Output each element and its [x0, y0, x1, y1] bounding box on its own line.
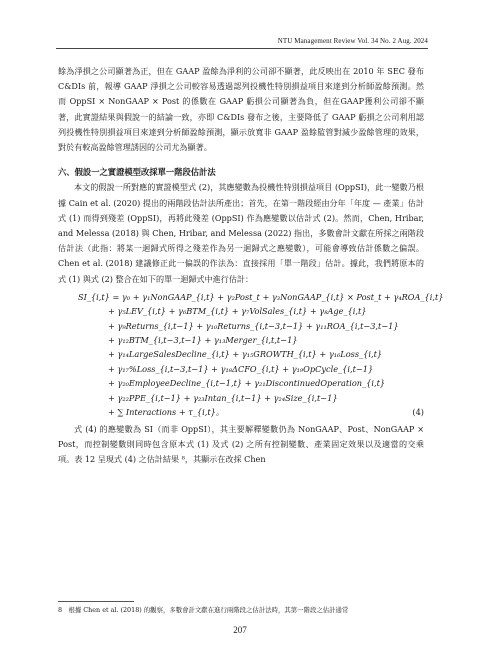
footnote-rule	[58, 601, 134, 602]
equation-line: + γ₅LEV_{i,t} + γ₆BTM_{i,t} + γ₇VolSales_{i,t} + γ₈Age_{i,t}	[108, 306, 367, 317]
section-heading: 六、假設一之實證模型改採單一階段估計法	[58, 167, 216, 178]
running-header: NTU Management Review Vol. 34 No. 2 Aug. 2024	[277, 37, 428, 45]
equation-4	[58, 290, 444, 420]
equation-line: + γ₉Returns_{i,t−1} + γ₁₀Returns_{i,t−3,t−1} + γ₁₁ROA_{i,t−3,t−1}	[108, 320, 399, 331]
equation-line: + γ₁₂BTM_{i,t−3,t−1} + γ₁₃Merger_{i,t,t−1}	[108, 335, 298, 346]
equation-number: (4)	[412, 407, 424, 418]
footnote: 8 根據 Chen et al. (2018) 的觀察，多數會計文獻在進行兩階段之估計法時，其第一階段之估計通常	[58, 606, 349, 614]
equation-line: + γ₁₄LargeSalesDecline_{i,t} + γ₁₅GROWTH_{i,t} + γ₁₆Loss_{i,t}	[108, 349, 383, 360]
paragraph-3: 式 (4) 的應變數為 SI（而非 OppSI），其主要解釋變數仍為 NonGAAP、Post、NonGAAP × Post，而控制變數則同時包含原本式 (1) 及式 (2) 之所有控制變數、產業固定效果以及適當的交乘項。表 12 呈現式 (4) 之估計結果 ⁸，其顯示在改採 Chen	[58, 423, 424, 464]
page-number: 207	[233, 625, 247, 635]
equation-line: + γ₁₇%Loss_{i,t−3,t−1} + γ₁₈ΔCFO_{i,t} + γ₁₉OpCycle_{i,t−1}	[108, 363, 374, 374]
equation-line: + ∑ Interactions + τ_{i,t}。	[108, 407, 225, 418]
paragraph-2: 本文的假說一所對應的實證模型式 (2)，其應變數為投機性特別損益項目 (OppSI)，此一變數乃根據 Cain et al. (2020) 提出的兩階段估計法所產出；首先，在第一階段經由分年「年度 — 產業」估計式 (1) 而得到殘差 (OppSI)，再將此殘差 (OppSI) 作為應變數以估計式 (2)。然而，Chen, Hribar, and Melessa (2018) 與 Chen, Hribar, and Melessa (2022) 指出，多數會計文獻在所採之兩階段估計法（此指：將某一迴歸式所得之殘差作為另一迴歸式之應變數），可能會導致估計係數之偏誤。Chen et al. (2018) 建議修正此一偏誤的作法為：直接採用「單一階段」估計。據此，我們將原本的式 (1) 與式 (2) 整合在如下的單一迴歸式中進行估計：	[58, 182, 424, 284]
equation-line: + γ₂₂PPE_{i,t−1} + γ₂₃Intan_{i,t−1} + γ₂₄Size_{i,t−1}	[108, 392, 338, 403]
equation-line: SI_{i,t} = γ₀ + γ₁NonGAAP_{i,t} + γ₂Post_t + γ₃NonGAAP_{i,t} × Post_t + γ₄ROA_{i,t}	[78, 291, 444, 302]
header-rule	[56, 48, 428, 49]
body-text	[58, 64, 444, 467]
equation-line: + γ₂₀EmployeeDecline_{i,t−1,t} + γ₂₁DiscontinuedOperation_{i,t}	[108, 378, 386, 389]
paragraph-1: 餘為淨損之公司顯著為正，但在 GAAP 盈餘為淨利的公司卻不顯著，此反映出在 2010 年 SEC 發布 C&DIs 前，報導 GAAP 淨損之公司較容易透過認列投機性特別損益項目來達到分析師盈餘預測。然而 OppSI × NonGAAP × Post 的係數在 GAAP 虧損公司顯著為負，但在GAAP獲利公司卻不顯著，此實證結果與假說一的結論一致，亦即 C&DIs 發布之後，主要降低了 GAAP 虧損之公司利用認列投機性特別損益項目來達到分析師盈餘預測，顯示放寬非 GAAP 盈餘監管對減少盈餘管理的效果，對於有較高盈餘管理誘因的公司尤為顯著。	[58, 66, 424, 153]
